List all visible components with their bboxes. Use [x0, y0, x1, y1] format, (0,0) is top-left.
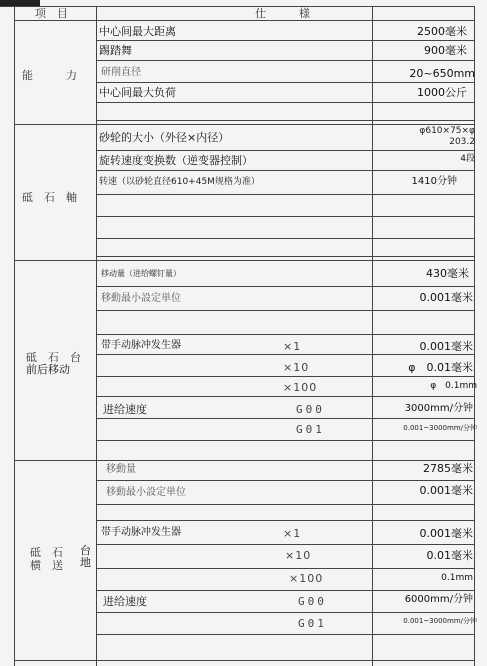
row-value: 2785毫米 [423, 462, 473, 475]
section-wheel-head-subtitle: 前后移动 [26, 363, 70, 376]
row-rule [96, 544, 475, 545]
bottom-rule [14, 660, 475, 661]
row-value: 0.001毫米 [419, 527, 473, 540]
category-divider [96, 6, 97, 666]
row-label: 移动量（进给螺钉量） [101, 269, 181, 278]
row-rule [96, 520, 475, 521]
row-label: 移動最小設定単位 [106, 487, 186, 498]
multiplier: ×10 [285, 549, 312, 562]
header-spec: 仕 様 [255, 7, 310, 20]
row-value: 0.001~3000mm/分钟 [403, 424, 477, 432]
section-capacity-title: 能 力 [22, 69, 77, 82]
left-border [14, 6, 15, 666]
row-rule [96, 238, 475, 239]
row-rule [96, 504, 475, 505]
row-rule [96, 612, 475, 613]
row-rule [96, 568, 475, 569]
gcode: G01 [298, 617, 327, 630]
multiplier: ×10 [283, 361, 310, 374]
row-label: 中心间最大距离 [99, 25, 176, 38]
row-value: 430毫米 [426, 267, 469, 280]
section-wheel-spindle-title: 砥 石 軸 [22, 191, 77, 204]
row-value: 1000公斤 [417, 86, 467, 99]
section-rule [14, 260, 475, 261]
section-wheel-head-title: 砥 石 台 [26, 351, 81, 364]
section-traverse-title-d: 地 [80, 556, 91, 569]
top-rule [0, 6, 475, 7]
section-traverse-title-b: 台 [80, 544, 91, 557]
multiplier: ×1 [283, 527, 302, 540]
row-rule [96, 216, 475, 217]
row-rule [96, 310, 475, 311]
row-rule [96, 634, 475, 635]
row-label: 带手动脉冲发生器 [101, 527, 181, 538]
row-value: 0.001毫米 [419, 340, 473, 353]
gcode: G00 [296, 403, 325, 416]
row-rule [96, 480, 475, 481]
row-rule [96, 170, 475, 171]
row-label: 进给速度 [103, 403, 147, 416]
row-label: 踢踏舞 [99, 44, 132, 57]
row-rule [96, 334, 475, 335]
gcode: G01 [296, 423, 325, 436]
row-rule [96, 440, 475, 441]
row-label: 进给速度 [103, 595, 147, 608]
row-label: 中心间最大负荷 [99, 86, 176, 99]
row-value: φ 0.01毫米 [408, 361, 473, 374]
right-border [474, 6, 475, 666]
row-value: 3000mm/分钟 [404, 403, 473, 414]
row-value: 4段 [460, 154, 475, 164]
row-value: 0.001毫米 [419, 484, 473, 497]
row-rule [96, 590, 475, 591]
row-value: 0.01毫米 [426, 549, 473, 562]
row-rule [96, 60, 475, 61]
row-rule [96, 82, 475, 83]
row-label: 研削直径 [101, 67, 141, 78]
row-value: 20~650mm [409, 67, 475, 80]
row-rule [96, 396, 475, 397]
row-rule [96, 40, 475, 41]
row-rule [96, 102, 475, 103]
row-value: φ610×75×φ [419, 126, 475, 136]
row-label: 砂轮的大小（外径×内径） [99, 131, 230, 144]
row-label: 转速（以砂轮直径610+45M规格为准） [99, 177, 260, 187]
row-value: 900毫米 [424, 44, 467, 57]
row-rule [96, 120, 475, 121]
row-value: 0.1mm [441, 573, 473, 583]
section-traverse-title-c: 横 送 [30, 559, 63, 572]
row-rule [96, 194, 475, 195]
row-value: φ 0.1mm [430, 381, 477, 391]
row-value-cont: 203.2 [449, 137, 475, 147]
row-rule [96, 150, 475, 151]
header-item: 项 目 [35, 7, 68, 20]
row-label: 移動最小設定単位 [101, 293, 181, 304]
multiplier: ×1 [283, 340, 302, 353]
row-rule [96, 256, 475, 257]
row-value: 0.001毫米 [419, 291, 473, 304]
section-traverse-title-a: 砥 石 [30, 546, 63, 559]
row-label: 带手动脉冲发生器 [101, 340, 181, 351]
row-rule [96, 376, 475, 377]
row-rule [96, 418, 475, 419]
row-value: 6000mm/分钟 [404, 594, 473, 605]
multiplier: ×100 [283, 381, 318, 394]
section-rule [14, 124, 475, 125]
row-value: 2500毫米 [417, 25, 467, 38]
row-value: 1410分钟 [411, 176, 457, 187]
gcode: G00 [298, 595, 327, 608]
value-divider [372, 6, 373, 666]
row-label: 移動量 [106, 464, 136, 475]
header-bottom-rule [14, 20, 475, 21]
section-rule [14, 460, 475, 461]
multiplier: ×100 [289, 572, 324, 585]
row-label: 旋转速度变换数（逆变器控制） [99, 154, 253, 167]
row-rule [96, 286, 475, 287]
row-rule [96, 354, 475, 355]
row-value: 0.001~3000mm/分钟 [403, 617, 477, 625]
